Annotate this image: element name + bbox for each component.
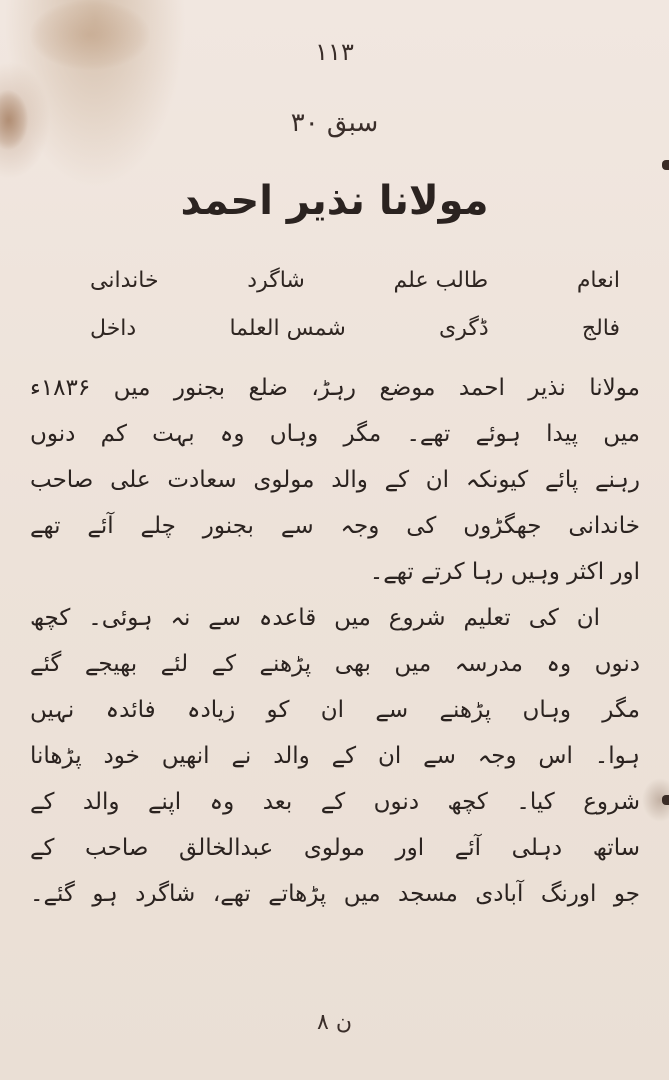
vocabulary-row bbox=[90, 316, 620, 341]
vocabulary-word: خاندانی bbox=[90, 268, 159, 293]
vocabulary-word: شاگرد bbox=[247, 268, 305, 293]
binding-mark bbox=[662, 795, 669, 805]
vocabulary-word: انعام bbox=[576, 268, 620, 293]
body-text bbox=[30, 365, 640, 917]
text-line: جو اورنگ آبادی مسجد میں پڑھاتے تھے، شاگرد ہو گئے۔ bbox=[30, 881, 640, 907]
text-line: میں پیدا ہوئے تھے۔ مگر وہاں وہ بہت کم دنوں bbox=[30, 421, 640, 447]
text-line: مولانا نذیر احمد موضع رہڑ، ضلع بجنور میں ۱۸۳۶ء bbox=[30, 375, 640, 401]
text-line: خاندانی جھگڑوں کی وجہ سے بجنور چلے آئے تھے bbox=[30, 513, 640, 539]
chapter-title: مولانا نذیر احمد bbox=[180, 178, 489, 224]
text-line: ہوا۔ اس وجہ سے ان کے والد نے انھیں خود پڑھانا bbox=[30, 743, 640, 769]
signature-mark: ن ۸ bbox=[317, 1010, 352, 1035]
vocabulary-word: فالج bbox=[581, 316, 620, 341]
text-line: رہنے پائے کیونکہ ان کے والد مولوی سعادت علی صاحب bbox=[30, 467, 640, 493]
page-number: ۱۱۳ bbox=[315, 38, 354, 66]
text-line: دنوں وہ مدرسہ میں بھی پڑھنے کے لئے بھیجے گئے bbox=[30, 651, 640, 677]
binding-mark bbox=[662, 160, 669, 170]
vocabulary-word: شمس العلما bbox=[229, 316, 346, 341]
text-line: ان کی تعلیم شروع میں قاعدہ سے نہ ہوئی۔ کچھ bbox=[30, 605, 600, 631]
text-line: شروع کیا۔ کچھ دنوں کے بعد وہ اپنے والد کے bbox=[30, 789, 640, 815]
vocabulary-word: داخل bbox=[90, 316, 137, 341]
vocabulary-word: طالب علم bbox=[393, 268, 489, 293]
text-line: مگر وہاں پڑھنے سے ان کو زیادہ فائدہ نہیں bbox=[30, 697, 640, 723]
text-line: ساتھ دہلی آئے اور مولوی عبدالخالق صاحب کے bbox=[30, 835, 640, 861]
vocabulary-word: ڈگری bbox=[439, 316, 489, 341]
lesson-heading: سبق ۳۰ bbox=[290, 108, 379, 138]
text-line: اور اکثر وہیں رہا کرتے تھے۔ bbox=[369, 559, 640, 585]
vocabulary-row bbox=[90, 268, 620, 293]
